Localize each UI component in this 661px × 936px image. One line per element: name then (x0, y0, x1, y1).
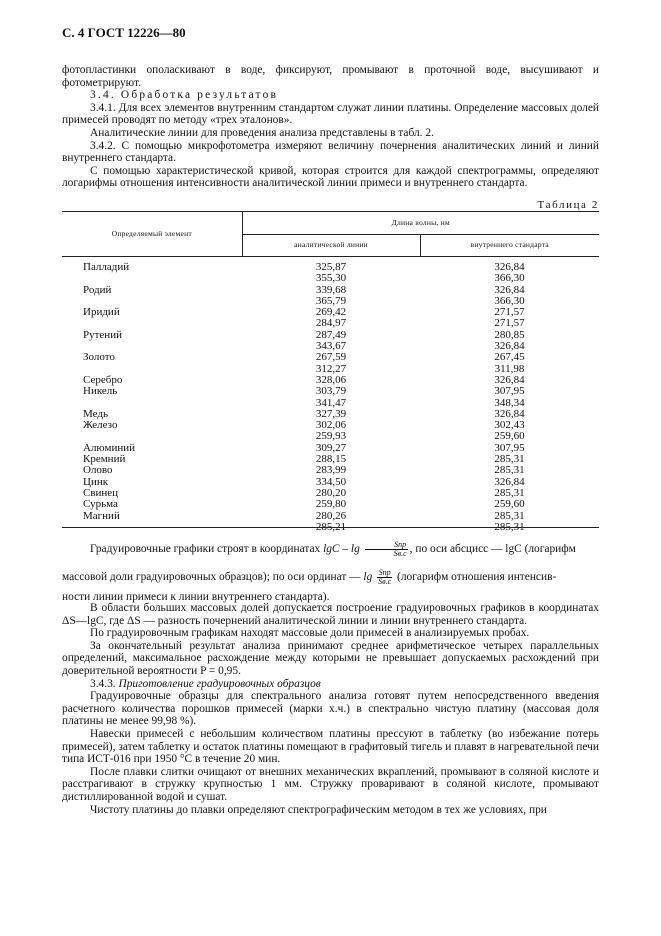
cell-internal: 271,57 (494, 317, 525, 330)
cell-element: Цинк (83, 475, 109, 488)
cell-element: Медь (83, 407, 108, 420)
cell-analytical: 365,79 (315, 294, 347, 307)
column-header-analytical: аналитической линии (242, 235, 420, 257)
cell-internal: 326,84 (494, 283, 525, 296)
section-3-4-3-number: 3.4.3. (90, 677, 116, 690)
paragraph-platinum-purity: Чистоту платины до плавки определяют спектрографическим методом в тех же условиях, при (90, 803, 547, 816)
cell-internal: 348,34 (494, 396, 525, 409)
cell-element: Свинец (83, 486, 119, 499)
table-row (62, 499, 599, 510)
cell-analytical: 284,97 (315, 317, 347, 330)
column-header-element: Определяемый элемент (62, 212, 242, 257)
cell-element: Рутений (83, 328, 122, 341)
cell-element (62, 273, 242, 284)
cell-internal: 326,84 (494, 261, 525, 273)
table-bottom-rule (62, 527, 599, 528)
cell-analytical: 328,06 (315, 373, 347, 386)
cell-element: Железо (83, 419, 118, 432)
cell-internal: 366,30 (494, 294, 525, 307)
cell-analytical: 287,49 (315, 328, 347, 341)
table-row (62, 273, 599, 284)
cell-analytical: 302,06 (315, 419, 347, 432)
cell-analytical: 303,79 (315, 385, 347, 398)
processing-text (62, 602, 599, 816)
cell-internal: 326,84 (494, 373, 525, 386)
cell-internal: 311,98 (494, 362, 525, 375)
paragraph-curve: С помощью характеристической кривой, которая строится для каждой спектрограммы, определяют логарифмы отношения интенсивности аналитической линии примеси и внутреннего стандарта. (62, 164, 599, 190)
formula-line3: ности линии примеси к линии внутреннего стандарта). (62, 591, 330, 603)
cell-internal: 259,60 (494, 498, 525, 511)
cell-element: Кремний (83, 453, 126, 466)
cell-analytical: 309,27 (315, 441, 347, 454)
fraction-s-ratio: $\frac{\text{Sпр}}{Sв.с}$ (365, 541, 408, 558)
cell-analytical: 280,26 (315, 509, 347, 522)
table-row (62, 352, 599, 363)
paragraph-3-4-2: 3.4.2. С помощью микрофотометра измеряют величину почернения аналитических линий и линий внутреннего стандарта. (62, 139, 599, 165)
formula-ordinate: массовой доли градуировочных образцов); по оси ординат — (62, 571, 361, 583)
cell-analytical: 339,68 (315, 283, 347, 296)
table-body (62, 257, 599, 534)
cell-internal: 285,31 (494, 509, 525, 522)
cell-internal: 326,84 (494, 407, 525, 420)
paragraph-table-ref: Аналитические линии для проведения анализа представлены в табл. 2. (90, 126, 434, 139)
cell-element: Иридий (83, 306, 120, 319)
formula-lg: lg (363, 571, 373, 583)
formula-paragraph (62, 535, 599, 604)
cell-internal: 326,84 (494, 340, 525, 353)
formula-x-expression: lgC – lg (323, 543, 360, 555)
paragraph-find-fractions: По градуировочным графикам находят массовые доли примесей в анализируемых пробах. (90, 627, 530, 640)
paragraph-final-result: За окончательный результат анализа принимают среднее арифметическое четырех параллельных определений, максимальное расхождение между которыми не превышает допускаемых расхождений при доверительной вероятности P = 0,95. (62, 639, 599, 677)
cell-internal: 280,85 (494, 328, 525, 341)
cell-internal: 366,30 (494, 272, 525, 285)
cell-internal: 307,95 (494, 385, 525, 398)
column-header-internal: внутреннего стандарта (420, 235, 599, 257)
cell-internal: 285,31 (494, 486, 525, 499)
cell-analytical: 285,21 (315, 520, 347, 533)
cell-internal: 285,31 (494, 453, 525, 466)
cell-analytical: 325,87 (315, 261, 347, 273)
cell-analytical: 334,50 (315, 475, 347, 488)
cell-element: Сурьма (83, 498, 118, 511)
cell-analytical: 283,99 (315, 464, 347, 477)
cell-element: Олово (83, 464, 113, 477)
cell-element: Золото (83, 351, 115, 364)
paragraph-calibration-samples: Градуировочные образцы для спектрального анализа готовят путем непосредственного введения расчетного количества порошков примесей (марки х.ч.) в спектрально чистую платину (массовая доля платины не менее 99,98 %). (62, 690, 599, 728)
wavelength-table (62, 211, 599, 533)
page-header: С. 4 ГОСТ 12226—80 (62, 25, 186, 40)
cell-element: Магний (83, 509, 120, 522)
cell-internal: 259,60 (494, 430, 525, 443)
cell-analytical: 343,67 (315, 340, 347, 353)
cell-analytical: 259,93 (315, 430, 347, 443)
cell-analytical: 280,20 (315, 486, 347, 499)
cell-internal: 326,84 (494, 475, 525, 488)
cell-analytical: 327,39 (315, 407, 347, 420)
cell-element: Палладий (83, 261, 130, 273)
cell-analytical: 267,59 (315, 351, 347, 364)
paragraph-delta-s: В области больших массовых долей допускается построение градуировочных графиков в координатах ΔS—lgC, где ΔS — разность почернений аналитической линии и линии внутреннего стандарта. (62, 602, 599, 627)
cell-internal: 271,57 (494, 306, 525, 319)
formula-ordinate-desc: (логарифм отношения интенсив- (397, 571, 557, 583)
cell-internal: 267,45 (494, 351, 525, 364)
table-row (62, 465, 599, 476)
fraction-s-ratio-ordinate: $\frac{\text{Sпр}}{Sв.с}$ (378, 567, 392, 586)
formula-abscissa: , по оси абсцисс — lgC (логарифм (409, 543, 576, 555)
cell-analytical: 269,42 (315, 306, 347, 319)
table-row (62, 386, 599, 397)
cell-element: Родий (83, 283, 112, 296)
column-header-wavelength: Длина волны, нм (242, 212, 599, 235)
section-3-4-3-title: Приготовление градуировочных образцов (118, 677, 321, 690)
paragraph-rinse: фотопластинки ополаскивают в воде, фиксируют, промывают в проточной воде, высушивают и фотометрируют. (62, 64, 599, 89)
intro-text (62, 64, 599, 190)
paragraph-3-4-1: 3.4.1. Для всех элементов внутренним стандартом служат линии платины. Определение массовых долей примесей проводят по методу «трех эталонов». (62, 101, 599, 127)
cell-internal: 285,31 (494, 464, 525, 477)
section-3-4-3 (62, 678, 599, 691)
cell-internal: 285,31 (494, 520, 525, 533)
cell-internal: 307,95 (494, 441, 525, 454)
paragraph-weighing: Навески примесей с небольшим количеством платины прессуют в таблетку (во избежание потерь примесей), затем таблетку и остаток платины помещают в графитовый тигель и плавят в нагревательной печи типа ИСТ-016 при 1950 °С в течение 20 мин. (62, 727, 599, 766)
section-title-processing: 3.4. Обработка результатов (90, 89, 279, 102)
cell-element: Никель (83, 385, 118, 398)
formula-lead: Градуировочные графики строят в координатах (90, 543, 321, 555)
cell-analytical: 341,47 (315, 396, 347, 409)
cell-internal: 302,43 (494, 419, 525, 432)
cell-analytical: 288,15 (315, 453, 347, 466)
cell-analytical: 259,80 (315, 498, 347, 511)
cell-analytical: 355,30 (315, 272, 347, 285)
paragraph-ingot-cleaning: После плавки слитки очищают от внешних механических вкраплений, промывают в соляной кислоте и расстрагивают в стружку крупностью 1 мм. Стружку проваривают в соляной кислоте, промывают дистиллированной водой и сушат. (62, 765, 599, 803)
cell-element: Алюминий (83, 441, 136, 454)
table-caption: Таблица 2 (537, 199, 599, 211)
cell-element: Серебро (83, 373, 123, 386)
cell-analytical: 312,27 (315, 362, 347, 375)
